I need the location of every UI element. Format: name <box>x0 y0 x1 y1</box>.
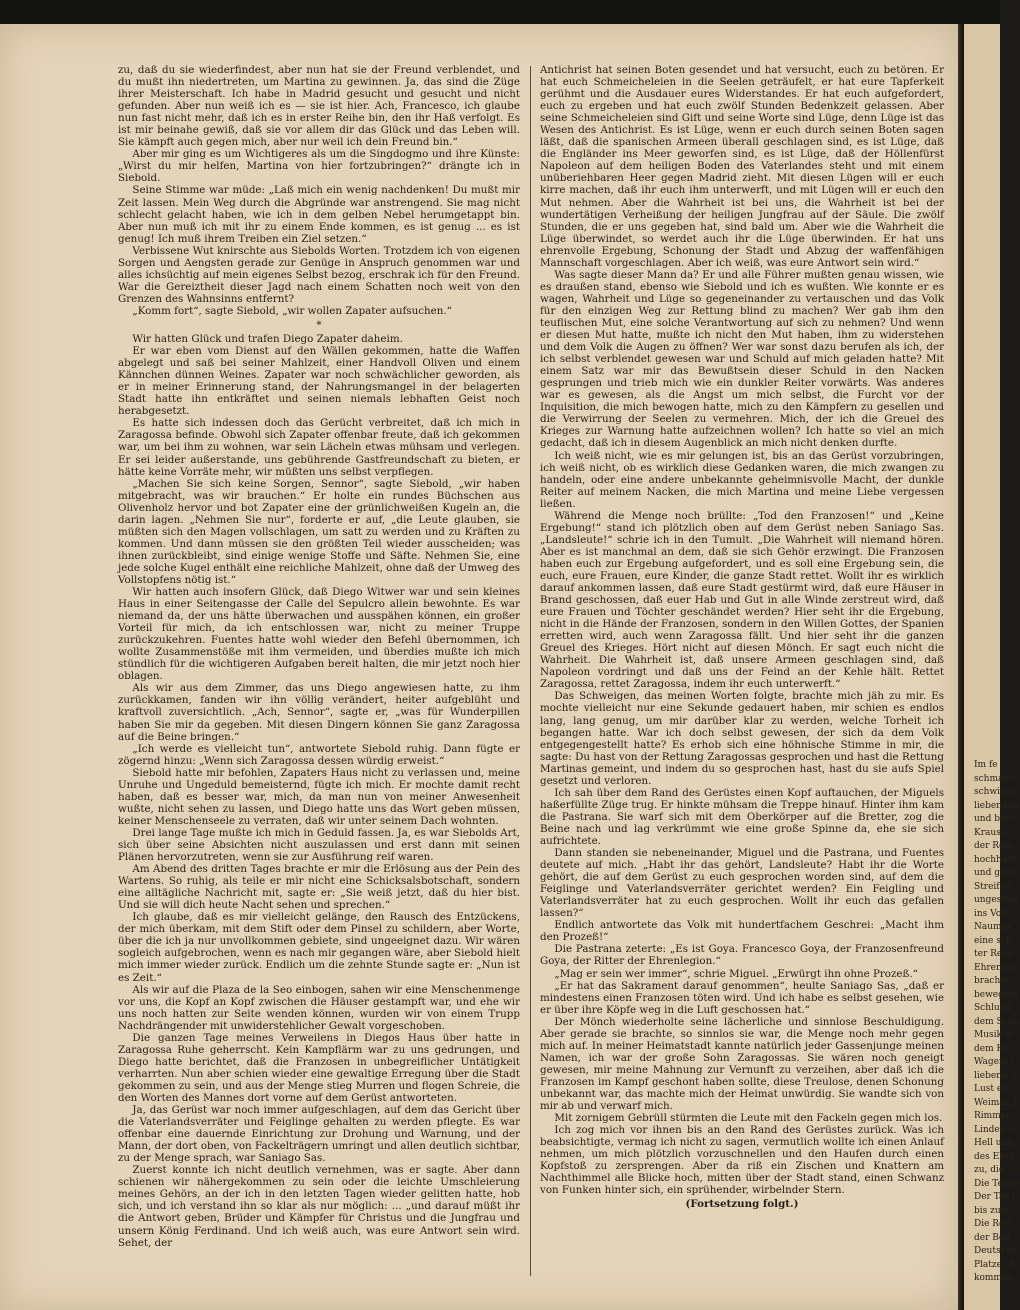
paragraph: „Mag er sein wer immer“, schrie Miguel. „Erwürgt ihn ohne Prozeß.“ <box>554 967 918 980</box>
paragraph: Wir hatten auch insofern Glück, daß Diego Witwer war und sein kleines Haus in einer Seitengasse der Calle del Sepulcro allein bewohnte. Es war niemand da, der uns hätte überwachen und ausspähen können, ein großer Vorteil für mich, da ich entschlossen war, nicht zu meiner Truppe zurückzukehren. Fuentes hatte wohl wieder den Befehl übernommen, ich wollte Zusammenstöße mit ihm vermeiden, und überdies mußte ich mich stündlich für die wichtigeren Aufgaben bereit halten, die mir jetzt noch hier oblagen. <box>118 586 520 683</box>
paragraph: Endlich antwortete das Volk mit hundertfachem Geschrei: „Macht ihm den Prozeß!“ <box>540 919 944 944</box>
paragraph: Ich zog mich vor ihnen bis an den Rand des Gerüstes zurück. Was ich beabsichtigte, vermag ich nicht zu sagen, vermutlich wollte ich einen Anlauf nehmen, um mich plötzlich vorzuschnellen und den Haufen durch einen Kopfstoß zu zersprengen. Aber da riß ein Zischen und Knattern am Nachthimmel alle Blicke hoch, mitten über der Stadt stand, einen Schwanz von Funken hinter sich, ein sprühender, wirbelnder Stern. <box>540 1124 944 1197</box>
text-column-right <box>540 64 944 1210</box>
paragraph: Am Abend des dritten Tages brachte er mir die Erlösung aus der Pein des Wartens. So ruhig, als teile er mir nicht eine Schicksalsbotschaft, sondern eine alltägliche Nachricht mit, sagte er: „Sie weiß jetzt, daß du hier bist. Und sie will dich heute Nacht sehen und sprechen.“ <box>118 863 520 912</box>
paragraph: Dann standen sie nebeneinander, Miguel und die Pastrana, und Fuentes deutete auf mich. „Habt ihr das gehört, Landsleute? Habt ihr die Worte gehört, die auf dem Gerüst zu euch gesprochen worden sind, auf dem die Feiglinge und Vaterlandsverräter gerichtet werden? Ein Feigling und Vaterlandsverräter hat zu euch gesprochen. Wollt ihr euch das gefallen lassen?“ <box>540 847 944 920</box>
paragraph: Der Mönch wiederholte seine lächerliche und sinnlose Beschuldigung. Aber gerade sie brachte, so sinnlos sie war, die Menge noch mehr gegen mich auf. In meiner Heimatstadt kannte natürlich jeder Gassenjunge meinen Namen, ich war der große Sohn Zaragossas. Sie wären noch geneigt gewesen, mir meine Mahnung zur Vernunft zu verzeihen, aber daß ich die Franzosen im Kampf geschont haben sollte, diese Treulose, denen Schonung unbekannt war, das machte mich der Heimat unwürdig. Sie wandte sich von mir ab und verwarf mich. <box>540 1015 944 1113</box>
paragraph: „Machen Sie sich keine Sorgen, Sennor“, sagte Siebold, „wir haben mitgebracht, was wir brauchen.“ Er holte ein rundes Büchschen aus Olivenholz hervor und bot Zapater eine der grünlichweißen Kugeln an, die darin lagen. „Nehmen Sie nur“, forderte er auf, „die Leute glauben, sie müßten sich den Magen vollschlagen, um satt zu werden und zu Kräften zu kommen. Und dann müssen sie den größten Teil wieder ausscheiden; was ihnen zurückbleibt, sind einige wenige Stoffe und Säfte. Nehmen Sie, eine jede solche Kugel enthält eine reichliche Mahlzeit, ohne daß der Umweg des Vollstopfens nötig ist.“ <box>118 477 520 586</box>
paragraph: Als wir aus dem Zimmer, das uns Diego angewiesen hatte, zu ihm zurückkamen, fanden wir ihn völlig verändert, heiter aufgeblüht und kraftvoll zuversichtlich. „Ach, Sennor“, sagte er, „was für Wunderpillen haben Sie mir da gegeben. Mit diesen Dingern können Sie ganz Zaragossa auf die Beine bringen.“ <box>118 682 520 743</box>
paragraph: Antichrist hat seinen Boten gesendet und hat versucht, euch zu betören. Er hat euch Schmeicheleien in die Seelen geträufelt, er hat eure Tapferkeit gerühmt und die Ausdauer eures Widerstandes. Er hat euch aufgefordert, euch zu ergeben und hat euch zwölf Stunden Bedenkzeit gelassen. Aber seine Schmeicheleien sind Gift und seine Worte sind Lüge, denn Lüge ist das Wesen des Antichrist. Es ist Lüge, wenn er euch durch seinen Boten sagen läßt, daß die spanischen Armeen überall geschlagen sind, es ist Lüge, daß die Engländer ins Meer geworfen sind, es ist Lüge, daß der Höllenfürst Napoleon auf dem heiligen Boden des Vaterlandes steht und mit einem unüberiehbaren Heer gegen Madrid zieht. Mit diesen Lügen will er euch kirre machen, daß ihr euch ihm unterwerft, und mit Lügen will er euch den Mut nehmen. Aber die Wahrheit ist bei uns, die Wahrheit ist bei der wundertätigen Verheißung der heiligen Jungfrau auf der Säule. Die zwölf Stunden, die er uns gegeben hat, sind bald um. Aber wie die Wahrheit die Lüge überwindet, so werdet auch ihr die Lüge überwinden. Er hat uns ehrenvolle Ergebung, Schonung der Stadt und Abzug der waffenfähigen Mannschaft vorgeschlagen. Aber ich weiß, was eure Antwort sein wird.“ <box>540 64 944 269</box>
column-divider-line <box>530 66 531 1276</box>
paragraph: Seine Stimme war müde: „Laß mich ein wenig nachdenken! Du mußt mir Zeit lassen. Mein Weg durch die Abgründe war anstrengend. Sie mag nicht schlecht gelacht haben, wie ich in dem gelben Nebel herumgetappt bin. Aber nun muß ich mit ihr zu einem Ende kommen, es ist genug ... es ist genug! Ich muß ihrem Treiben ein Ziel setzen.“ <box>118 184 520 245</box>
paragraph: Zuerst konnte ich nicht deutlich vernehmen, was er sagte. Aber dann schienen wir nähergekommen zu sein oder die leichte Umschleierung meines Gehörs, an der ich in den letzten Tagen wieder gelitten hatte, hob sich, und ich verstand ihn so klar als nur möglich: ... „und darauf müßt ihr die Antwort geben, Brüder und Kämpfer für Christus und die Jungfrau und unsern König Ferdinand. Und ich weiß auch, was eure Antwort sein wird. Sehet, der <box>118 1164 520 1249</box>
text-column-left <box>118 64 520 1249</box>
paragraph: Während die Menge noch brüllte: „Tod den Franzosen!“ und „Keine Ergebung!“ stand ich plötzlich oben auf dem Gerüst neben Saniago Sas. „Landsleute!“ schrie ich in den Tumult. „Die Wahrheit will niemand hören. Aber es ist manchmal an dem, daß sie sich Gehör erzwingt. Die Franzosen haben euch zur Ergebung aufgefordert, und es soll eine Ergebung sein, die euch, eure Frauen, eure Kinder, die ganze Stadt rettet. Wollt ihr es wirklich darauf ankommen lassen, daß eure Stadt gestürmt wird, daß eure Häuser in Brand geschossen, daß euer Hab und Gut in alle Winde zerstreut wird, daß eure Frauen und Töchter geschändet werden? Hier seht ihr die Ergebung, nicht in die Hände der Franzosen, sondern in den Willen Gottes, der Spanien erretten wird, auch wenn Zaragossa fällt. Und hier seht ihr die ganzen Greuel des Krieges. Hört nicht auf diesen Mönch. Er sagt euch nicht die Wahrheit. Die Wahrheit ist, daß unsere Armeen geschlagen sind, daß Napoleon vordringt und daß uns der Feind an der Kehle hält. Rettet Zaragossa, rettet Zaragossa, indem ihr euch unterwerft.“ <box>540 509 944 691</box>
paragraph: „Komm fort“, sagte Siebold, „wir wollen Zapater aufsuchen.“ <box>132 304 452 317</box>
paragraph: Es hatte sich indessen doch das Gerücht verbreitet, daß ich mich in Zaragossa befinde. Obwohl sich Zapater offenbar freute, daß ich gekommen war, um bei ihm zu wohnen, war sein Lächeln etwas mühsam und verlegen. Er sei leider außerstande, uns gebührende Gastfreundschaft zu bieten, er hätte keine Vorräte mehr, wir müßten uns selbst verpflegen. <box>118 417 520 478</box>
paragraph: „Ich werde es vielleicht tun“, antwortete Siebold ruhig. Dann fügte er zögernd hinzu: „Wenn sich Zaragossa dessen würdig erweist.“ <box>118 742 520 767</box>
paragraph: Wir hatten Glück und trafen Diego Zapater daheim. <box>132 333 403 346</box>
paragraph: „Er hat das Sakrament darauf genommen“, heulte Saniago Sas, „daß er mindestens einen Franzosen töten wird. Und ich habe es selbst gesehen, wie er über ihre Köpfe weg in die Luft geschossen hat.“ <box>540 979 944 1016</box>
top-dark-band <box>0 0 1000 24</box>
paragraph: zu, daß du sie wiederfindest, aber nun hat sie der Freund verblendet, und du mußt ihn niedertreten, um Martina zu gewinnen. Ja, das sind die Züge ihrer Meisterschaft. Ich habe in Madrid gesucht und gesucht und nicht gefunden. Aber nun weiß ich es — sie ist hier. Ach, Francesco, ich glaube nun fast nicht mehr, daß ich es in erster Reihe bin, den ihr Haß verfolgt. Es ist mir beinahe gewiß, daß sie vor allem dir das Glück und das Leben will. Sie kämpft auch gegen mich, aber nur weil ich dein Freund bin.“ <box>118 64 520 149</box>
next-page-text-fragment: Im fe schmaler schwingt. liebenden und bräu Krause ( der Reih hochhalte und golde Streifen ungestüm ins Volk Naumer eine sch ter Relie Ehrensto brachte bewegten Schlund dem Scha Musik di dem Ho Wagenre liebend u Lust ein Weimar, i Rimmer, Linden ei Hell und des Ehrb zu, die Die Teilne Der Tanz bis zum Die Reih der Ben Deutschla Platze, d kommen <box>974 760 1020 1283</box>
paragraph: Er war eben vom Dienst auf den Wällen gekommen, hatte die Waffen abgelegt und saß bei seiner Mahlzeit, einer Handvoll Oliven und einem Kännchen dünnen Weines. Zapater war noch schwächlicher geworden, als er in meiner Erinnerung stand, der Nahrungsmangel in der belagerten Stadt hatte ihn entkräftet und seinen niemals lebhaften Geist noch herabgesetzt. <box>118 345 520 418</box>
next-page-edge <box>964 24 1020 1310</box>
paragraph: Siebold hatte mir befohlen, Zapaters Haus nicht zu verlassen und, meine Unruhe und Ungeduld bemeisternd, fügte ich mich. Er mochte damit recht haben, daß es besser war, mich, da man nun von meiner Anwesenheit wußte, nicht sehen zu lassen, und Diego hatte uns das Wort geben müssen, keiner Menschenseele zu verraten, daß wir unter seinem Dach wohnten. <box>118 766 520 827</box>
paragraph: Drei lange Tage mußte ich mich in Geduld fassen. Ja, es war Siebolds Art, sich über seine Absichten nicht auszulassen und erst dann mit seinen Plänen hervorzutreten, wenn sie zur Ausführung reif waren. <box>118 826 520 864</box>
paragraph: Ich weiß nicht, wie es mir gelungen ist, bis an das Gerüst vorzubringen, ich weiß nicht, ob es wirklich diese Gedanken waren, die mich zwangen zu handeln, oder eine andere unbekannte geheimnisvolle Macht, der dunkle Reiter auf meinem Nacken, die mich Martina und meine Liebe vergessen ließen. <box>540 449 944 510</box>
paragraph: Ich glaube, daß es mir vielleicht gelänge, den Rausch des Entzückens, der mich überkam, mit dem Stift oder dem Pinsel zu schildern, aber Worte, über die ich ja nur unvollkommen gebiete, sind ungeeignet dazu. Wir wären sogleich aufgebrochen, wenn es nach mir gegangen wäre, aber Siebold hielt mich immer wieder zurück. Endlich um die zehnte Stunde sagte er: „Nun ist es Zeit.“ <box>118 911 520 984</box>
paragraph: Ich sah über dem Rand des Gerüstes einen Kopf auftauchen, der Miguels haßerfüllte Züge trug. Er hinkte mühsam die Treppe hinauf. Hinter ihm kam die Pastrana. Sie warf sich mit dem Oberkörper auf die Bretter, zog die Beine nach und lag verkrümmt wie eine große Spinne da, ehe sie sich aufrichtete. <box>540 786 944 847</box>
paragraph: Aber mir ging es um Wichtigeres als um die Singdogmo und ihre Künste: „Wirst du mir helfen, Martina von hier fortzubringen?“ drängte ich in Siebold. <box>118 148 520 185</box>
paragraph: Mit zornigem Gebrüll stürmten die Leute mit den Fackeln gegen mich los. <box>554 1112 943 1125</box>
paragraph: Ja, das Gerüst war noch immer aufgeschlagen, auf dem das Gericht über die Vaterlandsverräter und Feiglinge gehalten zu werden pflegte. Es war offenbar eine dauernde Einrichtung zur Drohung und Warnung, und der Mann, der dort oben, von Fackelträgern umringt und allen deutlich sichtbar, zu der Menge sprach, war Saniago Sas. <box>118 1104 520 1165</box>
paragraph: Verbissene Wut knirschte aus Siebolds Worten. Trotzdem ich von eigenen Sorgen und Aengsten gerade zur Genüge in Anspruch genommen war und alles ichsüchtig auf mein eigenes Selbst bezog, erschrak ich für den Freund. War die Gereiztheit dieser Jagd nach einem Schatten noch weit von den Grenzen des Wahnsinns entfernt? <box>118 244 520 305</box>
paragraph: Was sagte dieser Mann da? Er und alle Führer mußten genau wissen, wie es draußen stand, ebenso wie Siebold und ich es wußten. Wie konnte er es wagen, Wahrheit und Lüge so gegeneinander zu vertauschen und das Volk für den einzigen Weg zur Rettung blind zu machen? Wer gab ihm den teuflischen Mut, eine solche Verantwortung auf sich zu nehmen? Und wenn er diesen Mut hatte, mußte ich nicht den Mut haben, ihm zu widerstehen und dem Volk die Augen zu öffnen? Wer war sonst dazu berufen als ich, der ich selbst verblendet gewesen war und Schuld auf mich geladen hatte? Mit einem Satz war mir das Bewußtsein dieser Schuld in den Nacken gesprungen und trieb mich wie ein dunkler Reiter vorwärts. Was anderes war es gewesen, als die Angst um mich selbst, die Furcht vor der Inquisition, die mich bewogen hatte, mich zu den Kämpfern zu gesellen und die Verwirrung der Seelen zu vermehren. Mich, der ich die Greuel des Krieges zur Warnung hatte aufzeichnen wollen? Ich hatte so viel an mich gedacht, daß ich in diesem Augenblick an mich nicht denken durfte. <box>540 268 944 450</box>
paragraph: Als wir auf die Plaza de la Seo einbogen, sahen wir eine Menschenmenge vor uns, die Kopf an Kopf zwischen die Häuser gestampft war, und ehe wir uns noch hatten zur Seite wenden können, wurden wir von einem Trupp Nachdrängender mit unwiderstehlicher Gewalt vorgeschoben. <box>118 983 520 1032</box>
paragraph: Das Schweigen, das meinen Worten folgte, brachte mich jäh zu mir. Es mochte vielleicht nur eine Sekunde gedauert haben, mir schien es endlos lang, lang genug, um mir darüber klar zu werden, welche Torheit ich begangen hatte. War ich doch selbst gewesen, der sich da dem Volk entgegengestellt hatte? Es erhob sich eine höhnische Stimme in mir, die sagte: Du hast von der Rettung Zaragossas gesprochen und hast die Rettung Martinas gemeint, und indem du so gesprochen hast, hast du sie aufs Spiel gesetzt und verloren. <box>540 690 944 787</box>
paragraph: Die Pastrana zeterte: „Es ist Goya. Francesco Goya, der Franzosenfreund Goya, der Ritter der Ehrenlegion.“ <box>540 943 944 968</box>
continued-notice: (Fortsetzung folgt.) <box>685 1198 799 1211</box>
section-divider-star: * <box>316 318 322 331</box>
paragraph: Die ganzen Tage meines Verweilens in Diegos Haus über hatte in Zaragossa Ruhe geherrscht. Kein Kampflärm war zu uns gedrungen, und Diego hatte berichtet, daß die Franzosen in unbegreiflicher Untätigkeit verharrten. Nun aber schien wieder eine gewaltige Erregung über die Stadt gekommen zu sein, und aus der Menge stieg Murren und flogen Schreie, die den Worten des Mannes dort vorne auf dem Gerüst antworteten. <box>118 1031 520 1104</box>
